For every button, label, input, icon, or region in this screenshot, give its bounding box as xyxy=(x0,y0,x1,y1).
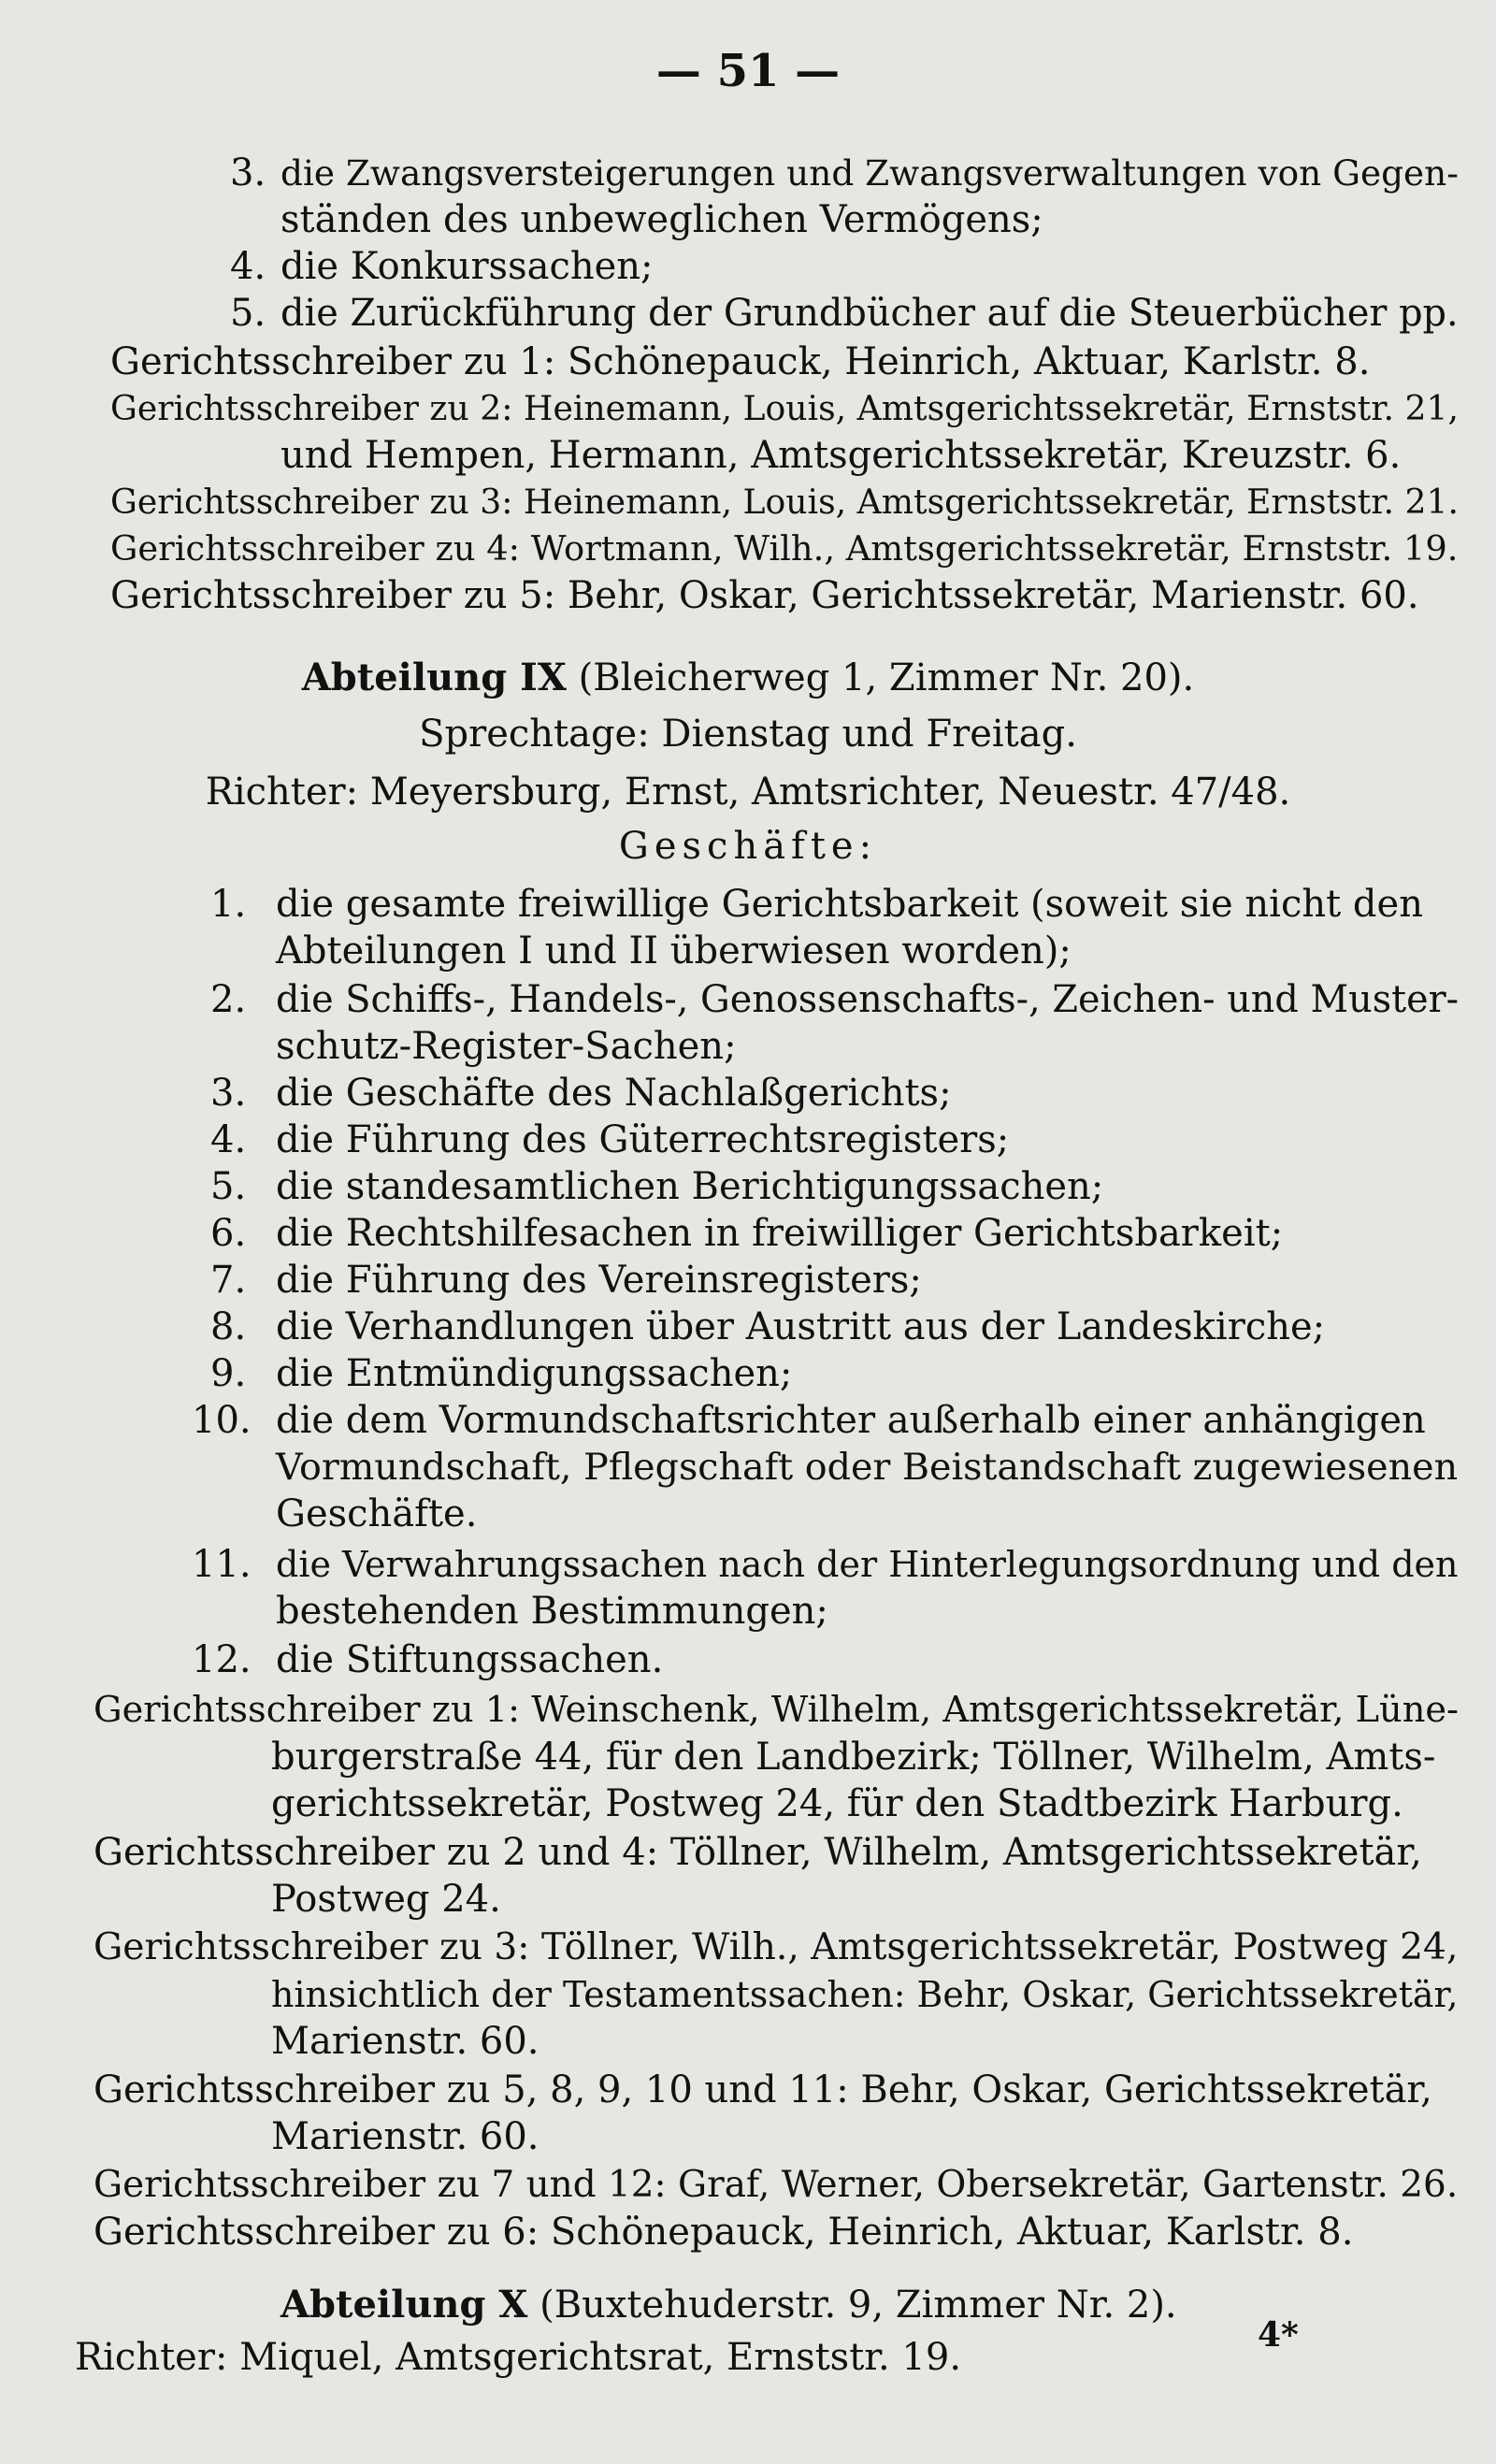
list-item-number: 12. xyxy=(192,1638,252,1681)
list-item-number: 8. xyxy=(210,1305,247,1348)
judge: Richter: Miquel, Amtsgerichtsrat, Ernststr. 19. xyxy=(75,2336,962,2379)
judge: Richter: Meyersburg, Ernst, Amtsrichter, Neuestr. 47/48. xyxy=(205,771,1291,814)
clerk-entry: Gerichtsschreiber zu 2: Heinemann, Louis, Amtsgerichtssekretär, Ernststr. 21, xyxy=(110,388,1459,428)
list-item-text: die Führung des Güterrechtsregisters; xyxy=(276,1118,1010,1161)
list-item-number: 5. xyxy=(230,292,266,335)
list-item-number: 2. xyxy=(210,978,247,1021)
clerk-entry-continuation: und Hempen, Hermann, Amtsgerichtssekretär, Kreuzstr. 6. xyxy=(280,434,1402,477)
clerk-entry-continuation: gerichtssekretär, Postweg 24, für den Stadtbezirk Harburg. xyxy=(271,1782,1403,1825)
list-item-number: 4. xyxy=(210,1118,247,1161)
clerk-entry: Gerichtsschreiber zu 4: Wortmann, Wilh., Amtsgerichtssekretär, Ernststr. 19. xyxy=(110,528,1459,569)
list-item-text: die Stiftungssachen. xyxy=(276,1638,664,1681)
section-title: Abteilung IX xyxy=(301,656,567,699)
section-location: (Bleicherweg 1, Zimmer Nr. 20). xyxy=(566,656,1195,699)
section-heading xyxy=(280,2282,1177,2328)
section-title: Abteilung X xyxy=(280,2283,528,2327)
list-item-number: 6. xyxy=(210,1212,247,1255)
clerk-entry-continuation: burgerstraße 44, für den Landbezirk; Töllner, Wilhelm, Amts- xyxy=(271,1736,1436,1779)
list-item-text: die Konkurssachen; xyxy=(280,245,654,288)
list-item-text: die Verhandlungen über Austritt aus der Landeskirche; xyxy=(276,1305,1326,1348)
list-item-text: die dem Vormundschaftsrichter außerhalb einer anhängigen xyxy=(276,1399,1426,1442)
list-item-text: die Verwahrungssachen nach der Hinterlegungsordnung und den xyxy=(276,1544,1459,1585)
list-item-text: die Geschäfte des Nachlaßgerichts; xyxy=(276,1072,952,1115)
clerk-entry: Gerichtsschreiber zu 3: Töllner, Wilh., Amtsgerichtssekretär, Postweg 24, xyxy=(94,1926,1459,1968)
office-days: Sprechtage: Dienstag und Freitag. xyxy=(419,713,1077,756)
clerk-entry: Gerichtsschreiber zu 2 und 4: Töllner, Wilhelm, Amtsgerichtssekretär, xyxy=(94,1831,1422,1874)
clerk-entry: Gerichtsschreiber zu 3: Heinemann, Louis, Amtsgerichtssekretär, Ernststr. 21. xyxy=(110,482,1459,522)
list-item-text: die Zurückführung der Grundbücher auf die Steuerbücher pp. xyxy=(280,292,1459,335)
list-item-text: die Entmündigungssachen; xyxy=(276,1352,793,1395)
clerk-entry-continuation: Marienstr. 60. xyxy=(271,2020,539,2063)
business-heading: Geschäfte: xyxy=(618,825,878,868)
list-item-text: die gesamte freiwillige Gerichtsbarkeit (soweit sie nicht den xyxy=(276,883,1423,926)
list-item-text: die Zwangsversteigerungen und Zwangsverwaltungen von Gegen- xyxy=(280,152,1459,194)
clerk-entry-continuation: hinsichtlich der Testamentssachen: Behr, Oskar, Gerichtssekretär, xyxy=(271,1974,1459,2015)
list-item-text: Geschäfte. xyxy=(276,1492,478,1535)
list-item-number: 4. xyxy=(230,245,266,288)
clerk-entry: Gerichtsschreiber zu 5, 8, 9, 10 und 11: Behr, Oskar, Gerichtssekretär, xyxy=(94,2068,1432,2111)
list-item-text: schutz-Register-Sachen; xyxy=(276,1025,737,1068)
list-item-number: 5. xyxy=(210,1165,247,1208)
list-item-text: bestehenden Bestimmungen; xyxy=(276,1590,828,1633)
list-item-text: ständen des unbeweglichen Vermögens; xyxy=(280,198,1043,241)
clerk-entry: Gerichtsschreiber zu 1: Weinschenk, Wilhelm, Amtsgerichtssekretär, Lüne- xyxy=(94,1689,1459,1731)
list-item-text: die Schiffs-, Handels-, Genossenschafts-, Zeichen- und Muster- xyxy=(276,978,1460,1021)
clerk-entry: Gerichtsschreiber zu 1: Schönepauck, Heinrich, Aktuar, Karlstr. 8. xyxy=(110,340,1371,383)
page-number: — 51 — xyxy=(655,45,841,97)
clerk-entry-continuation: Postweg 24. xyxy=(271,1878,501,1921)
section-location: (Buxtehuderstr. 9, Zimmer Nr. 2). xyxy=(527,2284,1177,2327)
clerk-entry: Gerichtsschreiber zu 5: Behr, Oskar, Gerichtssekretär, Marienstr. 60. xyxy=(110,574,1419,617)
clerk-entry-continuation: Marienstr. 60. xyxy=(271,2115,539,2158)
list-item-number: 9. xyxy=(210,1352,247,1395)
list-item-number: 7. xyxy=(210,1259,247,1302)
signature-mark: 4* xyxy=(1258,2315,1299,2355)
list-item-text: die Führung des Vereinsregisters; xyxy=(276,1259,922,1302)
list-item-text: die Rechtshilfesachen in freiwilliger Gerichtsbarkeit; xyxy=(276,1212,1284,1255)
list-item-text: die standesamtlichen Berichtigungssachen; xyxy=(276,1165,1104,1208)
list-item-text: Vormundschaft, Pflegschaft oder Beistandschaft zugewiesenen xyxy=(276,1446,1459,1489)
list-item-text: Abteilungen I und II überwiesen worden); xyxy=(276,929,1072,973)
list-item-number: 1. xyxy=(210,883,247,926)
list-item-number: 3. xyxy=(230,151,266,195)
list-item-number: 11. xyxy=(192,1543,252,1586)
section-heading xyxy=(0,655,1496,701)
list-item-number: 10. xyxy=(192,1399,252,1442)
list-item-number: 3. xyxy=(210,1072,247,1115)
clerk-entry: Gerichtsschreiber zu 7 und 12: Graf, Werner, Obersekretär, Gartenstr. 26. xyxy=(94,2164,1459,2206)
clerk-entry: Gerichtsschreiber zu 6: Schönepauck, Heinrich, Aktuar, Karlstr. 8. xyxy=(94,2211,1354,2254)
